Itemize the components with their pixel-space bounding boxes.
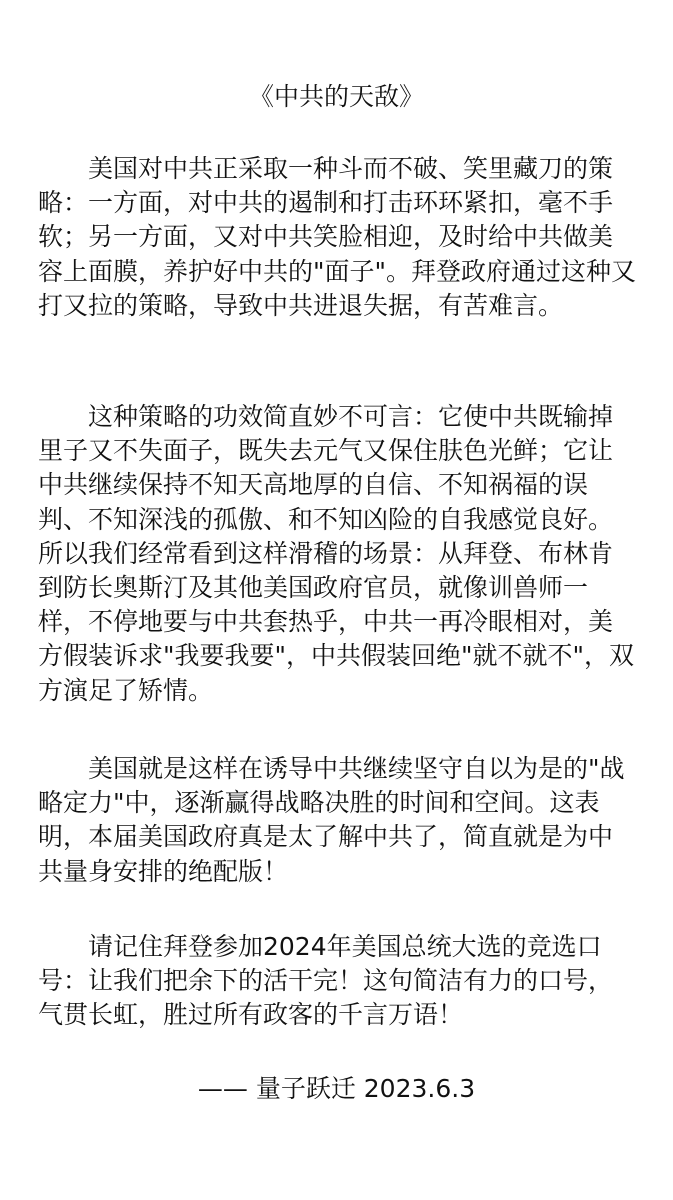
paragraph-2: 这种策略的功效简直妙不可言：它使中共既输掉里子又不失面子，既失去元气又保住肤色光鲜；它让中共继续保持不知天高地厚的自信、不知祸福的误判、不知深浅的孤傲、和不知凶险的自我感觉良好。所以我们经常看到这样滑稽的场景：从拜登、布林肯到防长奥斯汀及其他美国政府官员，就像训兽师一样，不停地要与中共套热乎，中共一再冷眼相对，美方假装诉求"我要我要"，中共假装回绝"就不就不"，双方演足了矫情。	[38, 402, 634, 705]
paragraph-1: 美国对中共正采取一种斗而不破、笑里藏刀的策略：一方面，对中共的遏制和打击环环紧扣，毫不手软；另一方面，又对中共笑脸相迎，及时给中共做美容上面膜，养护好中共的"面子"。拜登政府通过这种又打又拉的策略，导致中共进退失据，有苦难言。	[38, 154, 637, 320]
paragraph-4: 请记住拜登参加2024年美国总统大选的竞选口号：让我们把余下的活干完！这句简洁有力的口号，气贯长虹，胜过所有政客的千言万语！	[38, 932, 614, 1030]
document-title: 《中共的天敌》	[248, 82, 424, 111]
author-signature: —— 量子跃迁 2023.6.3	[197, 1074, 476, 1103]
paragraph-3: 美国就是这样在诱导中共继续坚守自以为是的"战略定力"中，逐渐赢得战略决胜的时间和空间。这表明，本届美国政府真是太了解中共了，简直就是为中共量身安排的绝配版！	[38, 754, 625, 886]
